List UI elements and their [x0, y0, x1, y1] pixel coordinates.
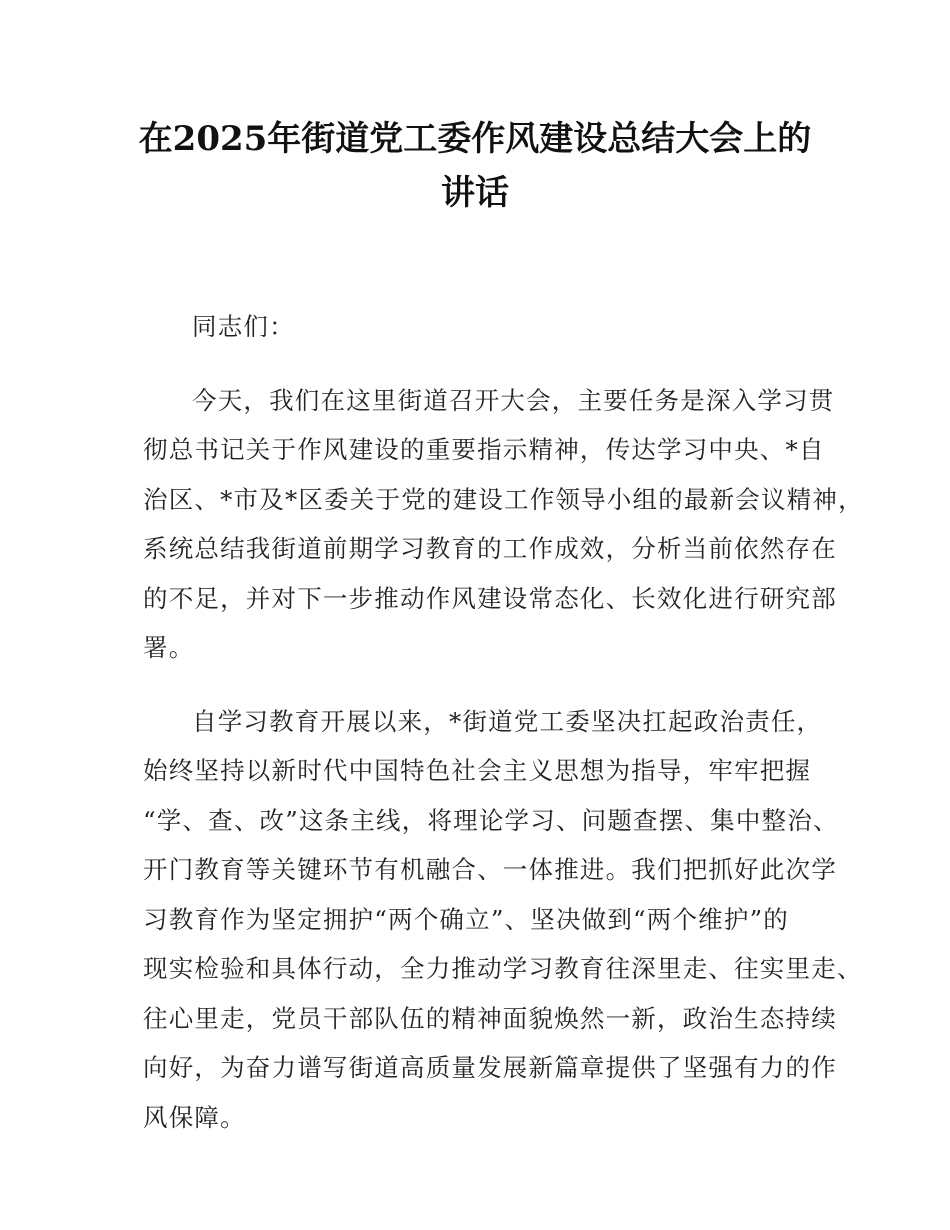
- paragraph-2: [143, 697, 863, 1143]
- paragraph-line: 署。: [143, 633, 195, 662]
- paragraph-1: [143, 376, 864, 673]
- title-line-2: 讲话: [441, 173, 509, 213]
- paragraph-line: “学、查、改”这条主线，将理论学习、问题查摆、集中整治、: [143, 805, 839, 835]
- paragraph-line: 今天，我们在这里街道召开大会，主要任务是深入学习贯: [192, 385, 835, 415]
- paragraph-line: 系统总结我街道前期学习教育的工作成效，分析当前依然存在: [143, 534, 837, 563]
- paragraph-line: 向好，为奋力谱写街道高质量发展新篇章提供了坚强有力的作: [143, 1053, 837, 1082]
- document-body: [143, 302, 864, 1142]
- title-line-1: 在2025年街道党工委作风建设总结大会上的: [138, 119, 812, 159]
- paragraph-line: 的不足，并对下一步推动作风建设常态化、长效化进行研究部: [143, 583, 837, 613]
- paragraph-line: 往心里走，党员干部队伍的精神面貌焕然一新，政治生态持续: [143, 1003, 837, 1033]
- paragraph-line: 自学习教育开展以来，*街道党工委坚决扛起政治责任，: [192, 706, 823, 736]
- greeting: 同志们：: [192, 312, 295, 341]
- paragraph-line: 治区、*市及*区委关于党的建设工作领导小组的最新会议精神，: [143, 484, 864, 514]
- paragraph-line: 彻总书记关于作风建设的重要指示精神，传达学习中央、*自: [143, 435, 825, 464]
- paragraph-line: 始终坚持以新时代中国特色社会主义思想为指导，牢牢把握: [143, 756, 812, 785]
- paragraph-line: 开门教育等关键环节有机融合、一体推进。我们把抓好此次学: [143, 855, 837, 884]
- paragraph-line: 现实检验和具体行动，全力推动学习教育往深里走、往实里走、: [143, 954, 863, 983]
- paragraph-spacer: [143, 673, 825, 697]
- paragraph-line: 习教育作为坚定拥护“两个确立”、坚决做到“两个维护”的: [143, 904, 789, 934]
- paragraph-line: 风保障。: [143, 1102, 246, 1132]
- document-title: [120, 112, 830, 220]
